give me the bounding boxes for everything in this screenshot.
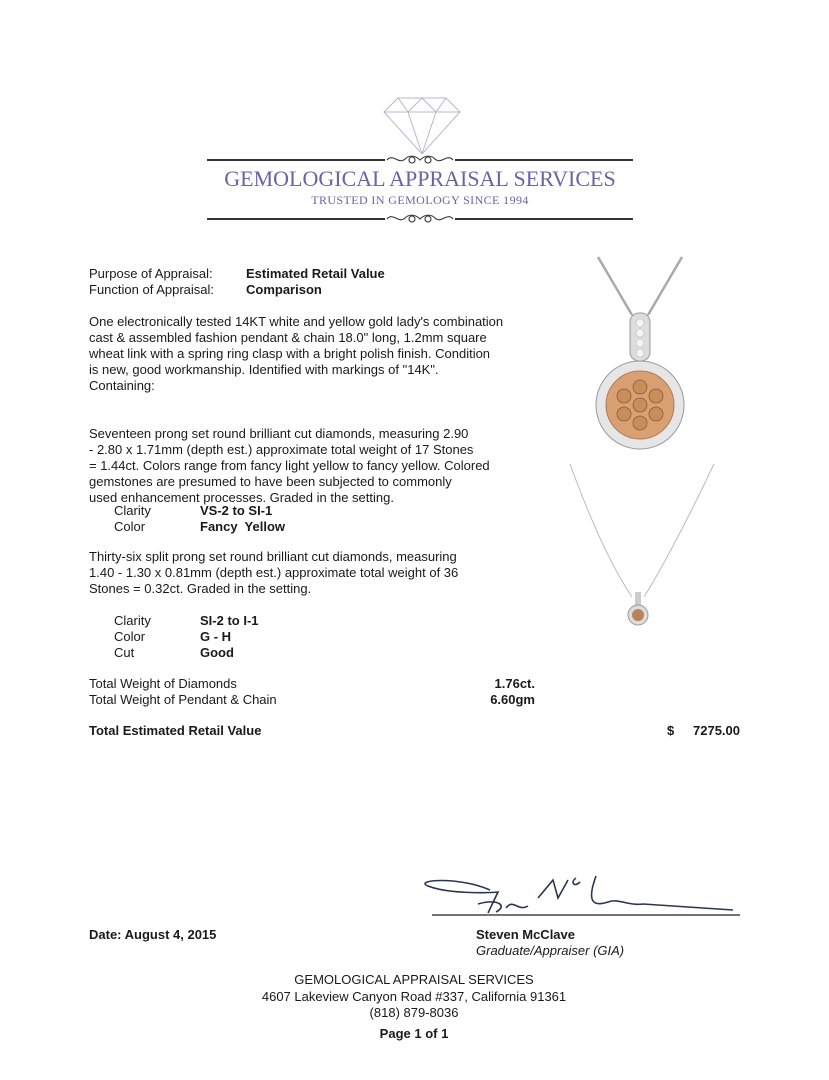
- item-description: [89, 314, 529, 394]
- grade-label: Clarity: [114, 613, 151, 628]
- description-line: One electronically tested 14KT white and yellow gold lady's combination: [89, 314, 504, 329]
- appraisal-date: Date: August 4, 2015: [89, 927, 217, 942]
- description-line: Containing:: [89, 378, 155, 393]
- header-rule-bottom: [207, 218, 385, 220]
- total-label: Total Weight of Pendant & Chain: [89, 692, 277, 707]
- total-value: 1.76ct.: [494, 676, 535, 691]
- company-logo-title: GEMOLOGICAL APPRAISAL SERVICES: [224, 166, 616, 191]
- grade-label: Color: [114, 629, 146, 644]
- stones2-line: 1.40 - 1.30 x 0.81mm (depth est.) approximate total weight of 36: [89, 565, 459, 580]
- grade-value: Good: [200, 645, 234, 660]
- stones2-line: Thirty-six split prong set round brilliant cut diamonds, measuring: [89, 549, 457, 564]
- retail-value: 7275.00: [693, 723, 740, 738]
- footer-address: 4607 Lakeview Canyon Road #337, California 91361: [261, 988, 567, 1004]
- pendant-full-image: [562, 462, 722, 637]
- stones2-description: [89, 549, 529, 597]
- grade-value: SI-2 to I-1: [200, 613, 259, 628]
- appraiser-name: Steven McClave: [476, 927, 575, 942]
- flourish-icon: [385, 210, 455, 227]
- function-value: Comparison: [246, 282, 322, 297]
- pendant-closeup-image: [590, 255, 690, 460]
- stones1-line: gemstones are presumed to have been subjected to commonly: [89, 474, 452, 489]
- description-line: wheat link with a spring ring clasp with a bright polish finish. Condition: [89, 346, 491, 361]
- purpose-value: Estimated Retail Value: [246, 266, 385, 281]
- purpose-label: Purpose of Appraisal:: [89, 266, 213, 281]
- page-number: Page 1 of 1: [379, 1025, 449, 1041]
- stones1-line: Seventeen prong set round brilliant cut diamonds, measuring 2.90: [89, 426, 469, 441]
- total-label: Total Weight of Diamonds: [89, 676, 237, 691]
- footer-company: GEMOLOGICAL APPRAISAL SERVICES: [294, 972, 534, 987]
- grade-label: Color: [114, 519, 146, 534]
- header-rule-bottom-right: [455, 218, 633, 220]
- description-line: cast & assembled fashion pendant & chain 18.0" long, 1.2mm square: [89, 330, 487, 345]
- stones1-description: [89, 426, 529, 506]
- grade-value: VS-2 to SI-1: [200, 503, 273, 518]
- footer: [214, 972, 614, 1042]
- appraiser-signature: [418, 868, 748, 920]
- company-tagline: TRUSTED IN GEMOLOGY SINCE 1994: [311, 193, 529, 207]
- total-value: 6.60gm: [490, 692, 535, 707]
- header-rule-top: [207, 159, 385, 161]
- grade-label: Clarity: [114, 503, 151, 518]
- retail-currency: $: [667, 723, 675, 738]
- description-line: is new, good workmanship. Identified with markings of "14K".: [89, 362, 439, 377]
- diamond-logo-icon: [380, 92, 465, 158]
- stones1-line: used enhancement processes. Graded in the setting.: [89, 490, 394, 505]
- grade-label: Cut: [114, 645, 135, 660]
- function-label: Function of Appraisal:: [89, 282, 215, 297]
- retail-value-label: Total Estimated Retail Value: [89, 723, 262, 738]
- grade-value: G - H: [200, 629, 232, 644]
- grade-value: Fancy Yellow: [200, 519, 286, 534]
- stones1-line: = 1.44ct. Colors range from fancy light yellow to fancy yellow. Colored: [89, 458, 490, 473]
- header-rule-top-right: [455, 159, 633, 161]
- stones1-line: - 2.80 x 1.71mm (depth est.) approximate total weight of 17 Stones: [89, 442, 474, 457]
- appraiser-title: Graduate/Appraiser (GIA): [476, 943, 625, 958]
- stones2-line: Stones = 0.32ct. Graded in the setting.: [89, 581, 312, 596]
- footer-phone: (818) 879-8036: [369, 1005, 459, 1020]
